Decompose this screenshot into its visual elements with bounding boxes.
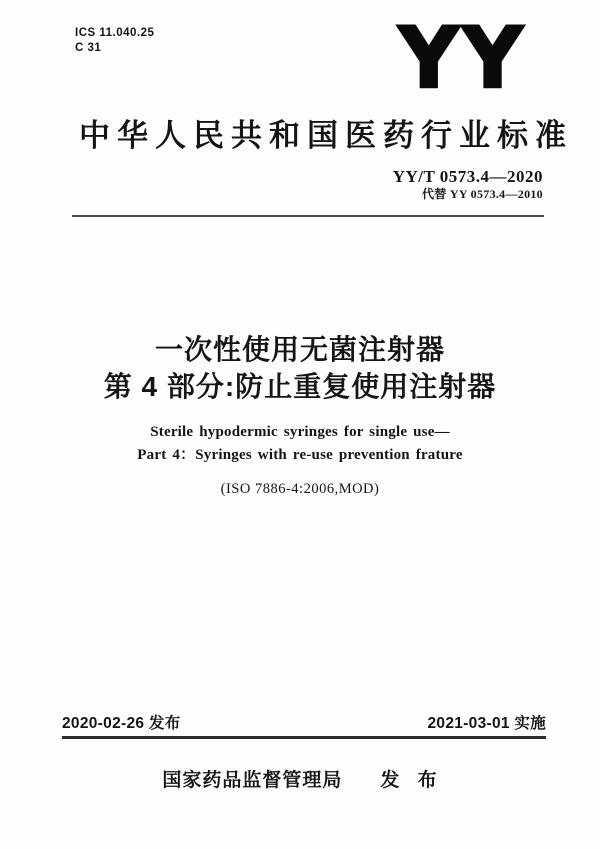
classification-code: C 31 [75,42,102,54]
ics-code: ICS 11.040.25 [75,27,155,39]
title-cn-line1: 一次性使用无菌注射器 [154,334,445,365]
footer-divider-rule [62,736,546,739]
iso-reference: (ISO 7886-4:2006,MOD) [220,481,380,497]
publisher-row [0,765,600,792]
implementation-date: 2021-03-01 实施 [427,715,546,732]
standard-number-block [393,168,543,202]
standard-number: YY/T 0573.4—2020 [392,167,543,186]
issue-date: 2020-02-26 发布 [62,715,181,732]
document-title-chinese [0,331,600,405]
header-divider-rule [72,215,544,217]
title-en-line2: Part 4：Syringes with re-use prevention frature [137,447,463,463]
publish-label: 发 布 [380,770,438,791]
standard-type-heading: 中华人民共和国医药行业标准 [79,118,573,153]
yy-standard-logo: YY [398,9,526,107]
footer-dates-row [62,711,546,733]
document-title-english [0,421,600,467]
ics-classification-block [75,26,154,56]
replaced-standard-note: 代替 YY 0573.4—2010 [422,187,543,201]
publisher-name: 国家药品监督管理局 [162,770,343,791]
title-cn-line2: 第 4 部分:防止重复使用注射器 [103,371,497,402]
title-en-line1: Sterile hypodermic syringes for single use— [150,424,450,440]
